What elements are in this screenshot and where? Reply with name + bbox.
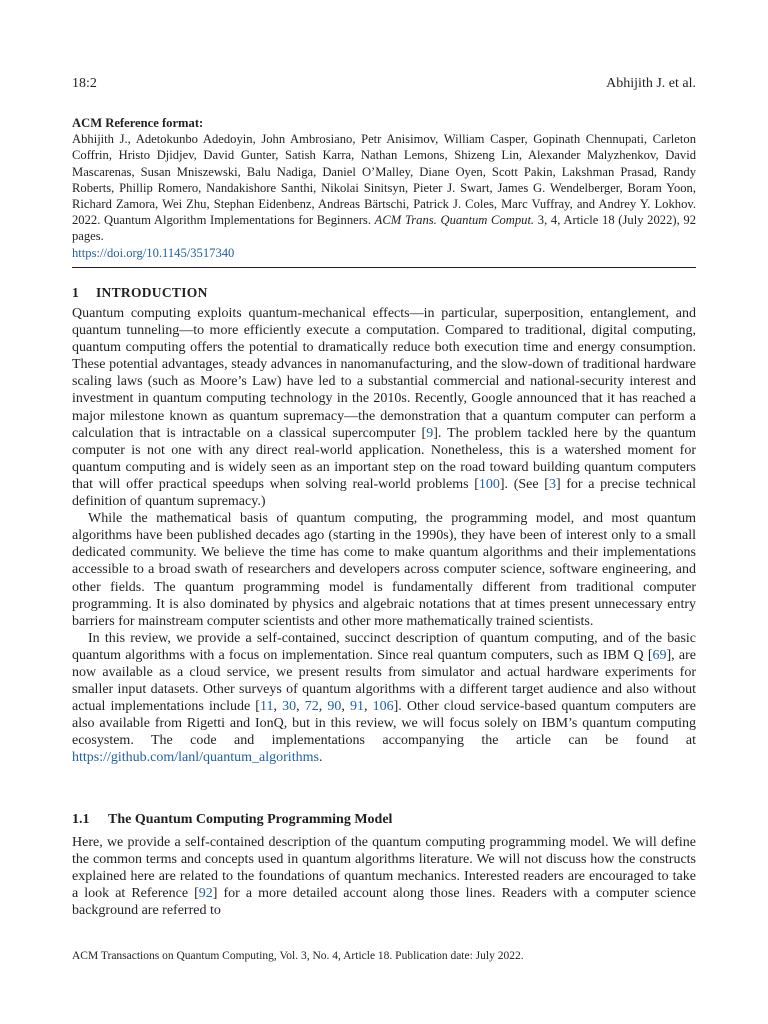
section-title: INTRODUCTION: [96, 285, 208, 300]
citation-link[interactable]: 100: [478, 476, 500, 492]
citation-link[interactable]: 11: [259, 699, 274, 715]
divider: [72, 267, 696, 268]
reference-heading: ACM Reference format:: [72, 116, 204, 130]
text-run: .: [318, 750, 323, 766]
text-run: Here, we provide a self-contained description of the quantum computing programming model. We will define the common terms and concepts used in quantum algorithms literature. We will not discuss how the constructs explained here are related to the foundations of quantum mechanics. Interested readers are encouraged to take a look at Reference [: [72, 835, 696, 902]
subsection-heading: [72, 811, 392, 829]
citation-link[interactable]: 9: [426, 425, 434, 441]
intro-paragraph-3: [72, 630, 696, 767]
running-authors: Abhijith J. et al.: [606, 76, 696, 91]
text-run: ]. (See [: [499, 476, 549, 492]
repository-link[interactable]: https://github.com/lanl/quantum_algorithms: [72, 750, 319, 766]
citation-link[interactable]: 91: [349, 699, 364, 715]
citation-separator: ,: [296, 699, 305, 715]
citation-link[interactable]: 69: [652, 647, 667, 663]
intro-paragraph-2: While the mathematical basis of quantum computing, the programming model, and most quantum algorithms have been published decades ago (starting in the 1990s), they have been of interest only to a small dedicated community. We believe the time has come to make quantum algorithms and their implementations accessible to a broad swath of researchers and developers across computer science, software engineering, and other fields. The quantum programming model is fundamentally different from traditional computer programming. It is also dominated by physics and algebraic notations that at times present unnecessary entry barriers for mainstream computer scientists and other more mathematically trained scientists.: [72, 511, 696, 629]
text-run: In this review, we provide a self-contained, succinct description of quantum computing, and of the basic quantum algorithms with a focus on implementation. Since real quantum computers, such as IBM Q [: [72, 630, 696, 663]
subsection-body: [72, 834, 696, 919]
citation-link[interactable]: 72: [304, 699, 319, 715]
citation-separator: ,: [363, 699, 373, 715]
page-footer: ACM Transactions on Quantum Computing, Vol. 3, No. 4, Article 18. Publication date: July 2022.: [72, 950, 524, 962]
section-number: 1: [72, 285, 80, 300]
page-number: 18:2: [72, 76, 97, 91]
citation-link[interactable]: 3: [548, 476, 556, 492]
citation-link[interactable]: 106: [372, 699, 394, 715]
reference-journal: ACM Trans. Quantum Comput.: [374, 213, 535, 228]
subsection-title: The Quantum Computing Programming Model: [108, 812, 393, 827]
reference-details: 3, 4, Article 18 (July 2022), 92 pages.: [72, 213, 696, 244]
acm-reference-format: [72, 115, 696, 261]
reference-authors: Abhijith J., Adetokunbo Adedoyin, John Ambrosiano, Petr Anisimov, William Casper, Gopinath Chennupati, Carleton Coffrin, Hristo Djidjev, David Gunter, Satish Karra, Nathan Lemons, Shizeng Lin, Alexander Malyzhenkov, David Mascarenas, Susan Mniszewski, Balu Nadiga, Daniel O’Malley, Diane Oyen, Scott Pakin, Lakshman Prasad, Randy Roberts, Phillip Romero, Nandakishore Santhi, Nikolai Sinitsyn, Pieter J. Swart, James G. Wendelberger, Boram Yoon, Richard Zamora, Wei Zhu, Stephan Eidenbenz, Andreas Bärtschi, Patrick J. Coles, Marc Vuffray, and Andrey Y. Lokhov. 2022. Quantum Algorithm Implementations for Beginners.: [72, 132, 696, 228]
intro-paragraph-1: [72, 305, 696, 510]
text-run: Quantum computing exploits quantum-mechanical effects—in particular, superposition, entanglement, and quantum tunneling—to more efficiently execute a computation. Compared to traditional, digital computing, quantum computing offers the potential to dramatically reduce both execution time and energy consumption. These potential advantages, steady advances in nanomanufacturing, and the slow-down of traditional hardware scaling laws (such as Moore’s Law) have led to a substantial commercial and national-security interest and investment in quantum computing technology in the 2010s. Recently, Google announced that it has reached a major milestone known as quantum supremacy—the demonstration that a quantum computer can perform a calculation that is intractable on a classical supercomputer [: [72, 306, 696, 441]
section-heading: [72, 284, 208, 302]
subsection-number: 1.1: [72, 812, 90, 827]
citation-link[interactable]: 30: [282, 699, 297, 715]
introduction-body: [72, 305, 696, 767]
citation-separator: ,: [341, 699, 350, 715]
text-run: ]. The problem tackled here by the quantum computer is not one with any direct real-world application. Nonetheless, this is a watershed moment for quantum computing and is widely seen as an important step on the road toward building quantum computers that will offer practical speedups when solving real-world problems [: [72, 425, 697, 492]
text-run: ] for a more detailed account along those lines. Readers with a computer science background are referred to: [72, 886, 696, 919]
citation-link[interactable]: 92: [198, 886, 213, 902]
text-run: ]. Other cloud service-based quantum computers are also available from Rigetti and IonQ, but in this review, we will focus solely on IBM’s quantum computing ecosystem. The code and implementations accompanying the article can be found at: [72, 699, 697, 749]
citation-separator: ,: [318, 699, 328, 715]
doi-link[interactable]: https://doi.org/10.1145/3517340: [72, 245, 235, 260]
citation-separator: ,: [273, 699, 283, 715]
text-run: ], are now available as a cloud service, we present results from simulator and actual hardware experiments for smaller input datasets. Other surveys of quantum algorithms with a different target audience and also without actual implementations include [: [72, 647, 696, 715]
text-run: ] for a precise technical definition of quantum supremacy.): [72, 476, 696, 510]
subsection-paragraph-1: [72, 834, 696, 919]
reference-body: [72, 131, 696, 261]
citation-link[interactable]: 90: [327, 699, 342, 715]
running-head: [72, 74, 696, 94]
